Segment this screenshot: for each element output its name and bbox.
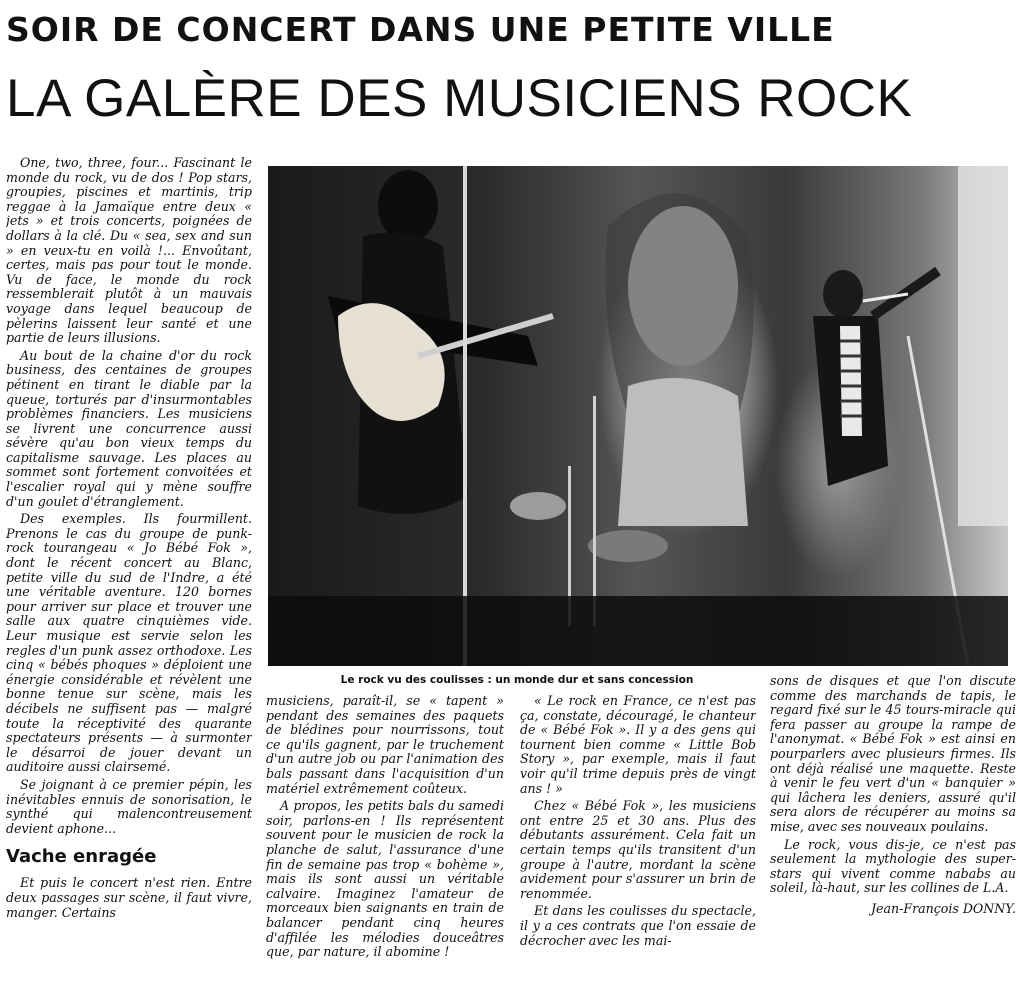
- text-column-3: [520, 694, 756, 992]
- article-kicker: SOIR DE CONCERT DANS UNE PETITE VILLE: [6, 10, 835, 49]
- text-column-4: [770, 674, 1016, 992]
- byline: Jean-François DONNY.: [870, 900, 1016, 916]
- paragraph: Chez « Bébé Fok », les musiciens ont entre 25 et 30 ans. Plus des débutants assurément. Cela fait un certain temps qu'ils transitent d'un groupe à l'autre, mordant la scène avidement pour s'assurer un brin de renommée.: [520, 798, 756, 901]
- paragraph: Et dans les coulisses du spectacle, il y a ces contrats que l'on essaie de décrocher avec les mai-: [520, 903, 756, 948]
- paragraph: Le rock, vous dis-je, ce n'est pas seulement la mythologie des super-stars qui vivent comme nababs au soleil, là-haut, sur les collines de L.A.: [770, 836, 1016, 896]
- section-subhead: Vache enragée: [6, 846, 157, 868]
- paragraph: Se joignant à ce premier pépin, les inévitables ennuis de sonorisation, le synthé qui malencontreusement devient aphone...: [6, 776, 252, 836]
- photo-caption: Le rock vu des coulisses : un monde dur et sans concession: [340, 674, 694, 686]
- text-column-1: [6, 156, 252, 991]
- text-column-2: [266, 694, 504, 992]
- paragraph: Des exemples. Ils fourmillent. Prenons le cas du groupe de punk-rock tourangeau « Jo Bébé Fok », dont le récent concert au Blanc, petite ville du sud de l'Indre, a été une véritable aventure. 120 bornes pour arriver sur place et trouver une salle aux quatre cinquièmes vide. Leur musique est servie selon les regles d'un punk assez orthodoxe. Les cinq « bébés phoques » déploient une énergie considérable et révèlent une bonne tenue sur scène, mais les décibels ne suffisent pas — malgré toute la réceptivité des quarante spectateurs présents — à surmonter le désarroi de jouer devant un auditoire aussi clairsemé.: [6, 511, 252, 775]
- paragraph: A propos, les petits bals du samedi soir, parlons-en ! Ils représentent souvent pour le musicien de rock la planche de salut, l'assurance d'une fin de semaine pas trop « bohème », mais ils sont aussi un véritable calvaire. Imaginez l'amateur de morceaux bien saignants en train de balancer pendant cinq heures d'affilée les mélodies douceâtres que, par nature, il abomine !: [266, 798, 504, 960]
- paragraph: musiciens, paraît-il, se « tapent » pendant des semaines des paquets de blédines pour nourrissons, tout ce qu'ils gagnent, par le truchement d'un autre job ou par l'animation des bals passant dans l'acquisition d'un matériel extrêmement coûteux.: [266, 694, 504, 796]
- paragraph: Et puis le concert n'est rien. Entre deux passages sur scène, il faut vivre, manger. Certains: [6, 875, 252, 920]
- concert-photo: [268, 166, 1008, 666]
- paragraph: One, two, three, four... Fascinant le monde du rock, vu de dos ! Pop stars, groupies, piscines et martinis, trip reggae à la Jamaïque entre deux « jets » et trois concerts, poignées de dollars à la clé. Du « sea, sex and sun » en veux-tu en voilà !... Envoûtant, certes, mais pas pour tout le monde. Vu de face, le monde du rock ressemblerait plutôt à un mauvais voyage dans lequel beaucoup de pèlerins laissent leur santé et une partie de leurs illusions.: [6, 156, 252, 346]
- concert-photo-illustration: [268, 166, 1008, 666]
- article-headline: LA GALÈRE DES MUSICIENS ROCK: [6, 69, 913, 128]
- paragraph: « Le rock en France, ce n'est pas ça, constate, découragé, le chanteur de « Bébé Fok ». Il y a des gens qui tournent bien comme « Little Bob Story », par exemple, mais il faut voir qu'il trime depuis près de vingt ans ! »: [520, 694, 756, 796]
- paragraph: Au bout de la chaine d'or du rock business, des centaines de groupes pétinent en tirant le diable par la queue, torturés par d'insurmontables problèmes financiers. Les musiciens se livrent une concurrence aussi sévère qu'au bon vieux temps du capitalisme sauvage. Les places au sommet sont fortement convoitées et l'escalier royal qui y mène souffre d'un goulet d'étranglement.: [6, 347, 252, 509]
- paragraph: sons de disques et que l'on discute comme des marchands de tapis, le regard fixé sur le 45 tours-miracle qui fera passer au groupe la rampe de l'anonymat. « Bébé Fok » est ainsi en pourparlers avec plusieurs firmes. Ils ont déjà réalisé une maquette. Reste à venir le feu vert d'un « banquier » qui lâchera les deniers, assuré qu'il sera alors de récupérer au moins sa mise, avec ses nouveaux poulains.: [770, 674, 1016, 834]
